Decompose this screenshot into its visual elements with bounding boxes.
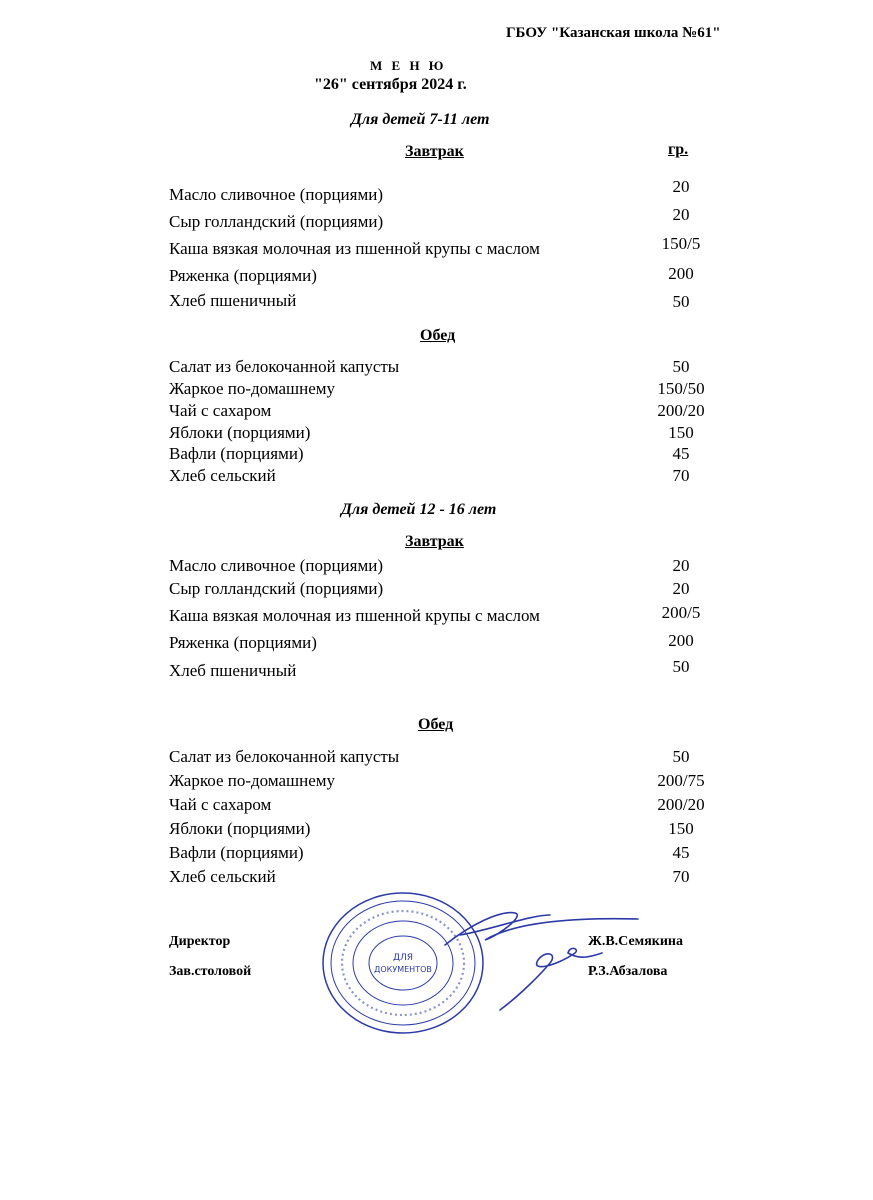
menu-item-name: Яблоки (порциями) — [169, 819, 311, 838]
menu-item-name: Чай с сахаром — [169, 401, 272, 420]
menu-item-qty: 70 — [672, 466, 690, 485]
menu-item-qty: 200/75 — [657, 771, 705, 790]
menu-item-name: Хлеб сельский — [169, 867, 276, 886]
director-role: Директор — [169, 934, 231, 949]
menu-item-name: Масло сливочное (порциями) — [169, 556, 383, 575]
menu-item-qty: 50 — [672, 657, 690, 676]
section-title-breakfast: Завтрак — [405, 533, 464, 550]
menu-item-qty: 200 — [668, 631, 694, 650]
menu-item-name: Чай с сахаром — [169, 795, 272, 814]
menu-item-name: Хлеб пшеничный — [169, 661, 297, 680]
section-title-lunch: Обед — [420, 327, 456, 344]
menu-item-name: Хлеб пшеничный — [169, 291, 297, 310]
section-title-lunch: Обед — [418, 716, 454, 733]
canteen-head-role: Зав.столовой — [169, 964, 252, 979]
menu-item-qty: 50 — [672, 292, 690, 311]
canteen-head-name: Р.З.Абзалова — [588, 964, 668, 979]
menu-item-qty: 150/50 — [657, 379, 705, 398]
menu-item-qty: 20 — [672, 177, 690, 196]
age-group-title: Для детей 12 - 16 лет — [341, 501, 497, 518]
stamp-text-top: ДЛЯ — [392, 953, 414, 963]
menu-item-qty: 150/5 — [661, 234, 701, 253]
menu-item-name: Вафли (порциями) — [169, 843, 304, 862]
director-name: Ж.В.Семякина — [588, 934, 683, 949]
menu-item-name: Сыр голландский (порциями) — [169, 212, 384, 231]
menu-item-name: Салат из белокочанной капусты — [169, 357, 400, 376]
menu-item-name: Ряженка (порциями) — [169, 266, 317, 285]
menu-item-qty: 50 — [672, 747, 690, 766]
menu-title: М Е Н Ю — [370, 58, 447, 73]
menu-item-qty: 50 — [672, 357, 690, 376]
menu-item-qty: 20 — [672, 205, 690, 224]
menu-item-name: Вафли (порциями) — [169, 444, 304, 463]
menu-item-qty: 200/20 — [657, 795, 705, 814]
age-group-title: Для детей 7-11 лет — [351, 111, 490, 128]
menu-item-name: Жаркое по-домашнему — [169, 771, 336, 790]
menu-item-name: Каша вязкая молочная из пшенной крупы с маслом — [169, 606, 540, 625]
menu-item-name: Яблоки (порциями) — [169, 423, 311, 442]
unit-header: гр. — [668, 141, 689, 158]
menu-item-qty: 20 — [672, 579, 690, 598]
menu-item-qty: 20 — [672, 556, 690, 575]
menu-item-qty: 70 — [672, 867, 690, 886]
school-name: ГБОУ "Казанская школа №61" — [506, 25, 721, 41]
menu-item-qty: 200 — [668, 264, 694, 283]
menu-item-qty: 150 — [668, 819, 694, 838]
stamp-text-bottom: ДОКУМЕНТОВ — [374, 965, 432, 974]
menu-item-name: Масло сливочное (порциями) — [169, 185, 383, 204]
menu-item-name: Каша вязкая молочная из пшенной крупы с маслом — [169, 239, 540, 258]
menu-item-qty: 200/20 — [657, 401, 705, 420]
menu-item-name: Сыр голландский (порциями) — [169, 579, 384, 598]
section-title-breakfast: Завтрак — [405, 143, 464, 160]
menu-item-qty: 45 — [672, 843, 690, 862]
menu-item-name: Хлеб сельский — [169, 466, 276, 485]
menu-item-name: Салат из белокочанной капусты — [169, 747, 400, 766]
menu-item-name: Ряженка (порциями) — [169, 633, 317, 652]
menu-item-qty: 150 — [668, 423, 694, 442]
handwritten-signatures — [440, 905, 640, 1015]
menu-date: "26" сентября 2024 г. — [314, 76, 467, 93]
menu-item-name: Жаркое по-домашнему — [169, 379, 336, 398]
menu-item-qty: 45 — [672, 444, 690, 463]
menu-item-qty: 200/5 — [661, 603, 701, 622]
